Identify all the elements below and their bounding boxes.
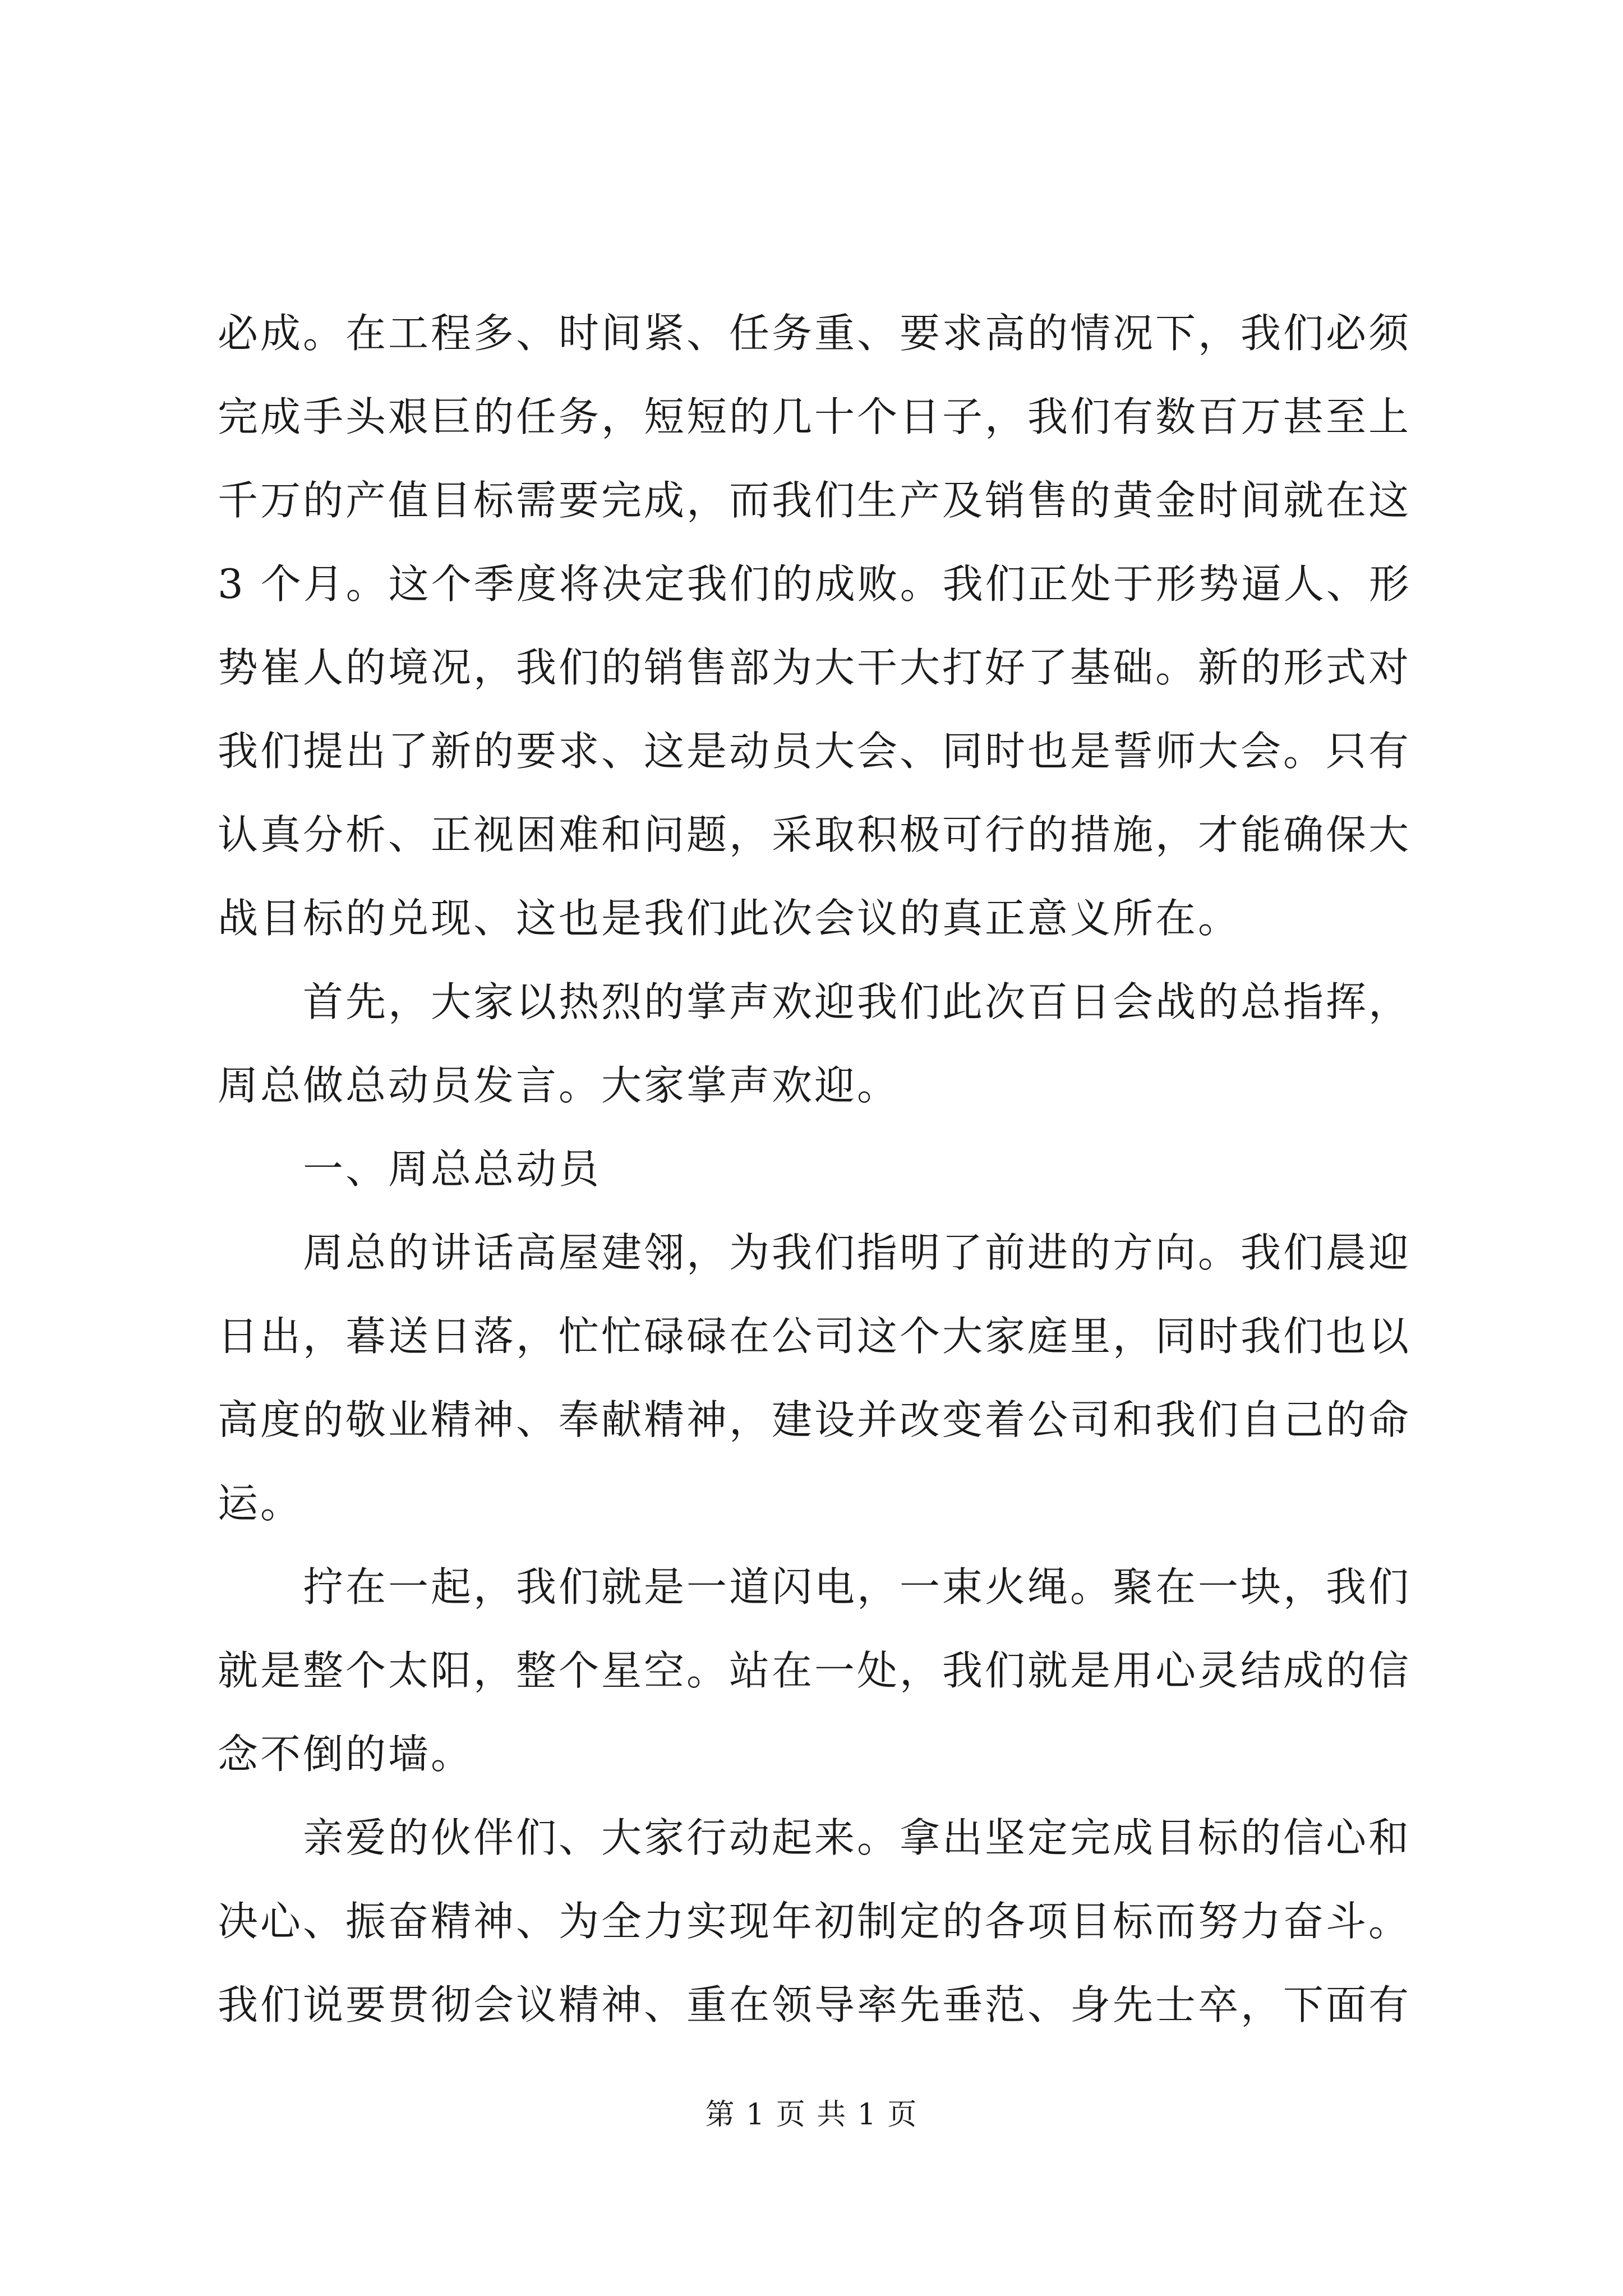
text-line: 运。: [218, 1480, 303, 1527]
text-line: 势崔人的境况，我们的销售部为大干大打好了基础。新的形式对: [218, 644, 1412, 691]
page-number-footer: 第 1 页 共 1 页: [705, 2098, 918, 2132]
document-body: [218, 292, 1418, 2047]
text-line: 我们提出了新的要求、这是动员大会、同时也是誓师大会。只有: [218, 728, 1412, 775]
text-line: 决心、振奋精神、为全力实现年初制定的各项目标而努力奋斗。: [218, 1898, 1412, 1945]
paragraph-first-line: 周总的讲话高屋建翎，为我们指明了前进的方向。我们晨迎: [303, 1229, 1412, 1276]
text-line: 完成手头艰巨的任务，短短的几十个日子，我们有数百万甚至上: [218, 393, 1412, 440]
text-line: 必成。在工程多、时间紧、任务重、要求高的情况下，我们必须: [218, 310, 1412, 357]
text-line: 周总做总动员发言。大家掌声欢迎。: [218, 1062, 900, 1109]
text-line: 3 个月。这个季度将决定我们的成败。我们正处于形势逼人、形: [218, 560, 1412, 608]
text-line: 战目标的兑现、这也是我们此次会议的真正意义所在。: [218, 895, 1241, 942]
text-line: 日出，暮送日落，忙忙碌碌在公司这个大家庭里，同时我们也以: [218, 1313, 1412, 1360]
text-line: 我们说要贯彻会议精神、重在领导率先垂范、身先士卒，下面有: [218, 1981, 1412, 2028]
text-line: 就是整个太阳，整个星空。站在一处，我们就是用心灵结成的信: [218, 1647, 1412, 1694]
text-line: 认真分析、正视困难和问题，采取积极可行的措施，才能确保大: [218, 811, 1412, 858]
paragraph-first-line: 拧在一起，我们就是一道闪电，一束火绳。聚在一块，我们: [303, 1563, 1412, 1611]
text-line: 千万的产值目标需要完成，而我们生产及销售的黄金时间就在这: [218, 477, 1412, 524]
text-line: 高度的敬业精神、奉献精神，建设并改变着公司和我们自己的命: [218, 1396, 1412, 1443]
paragraph-first-line: 首先，大家以热烈的掌声欢迎我们此次百日会战的总指挥，: [303, 978, 1412, 1025]
paragraph-first-line: 亲爱的伙伴们、大家行动起来。拿出坚定完成目标的信心和: [303, 1814, 1412, 1861]
text-line: 念不倒的墙。: [218, 1731, 474, 1778]
section-heading: 一、周总总动员: [303, 1145, 602, 1193]
